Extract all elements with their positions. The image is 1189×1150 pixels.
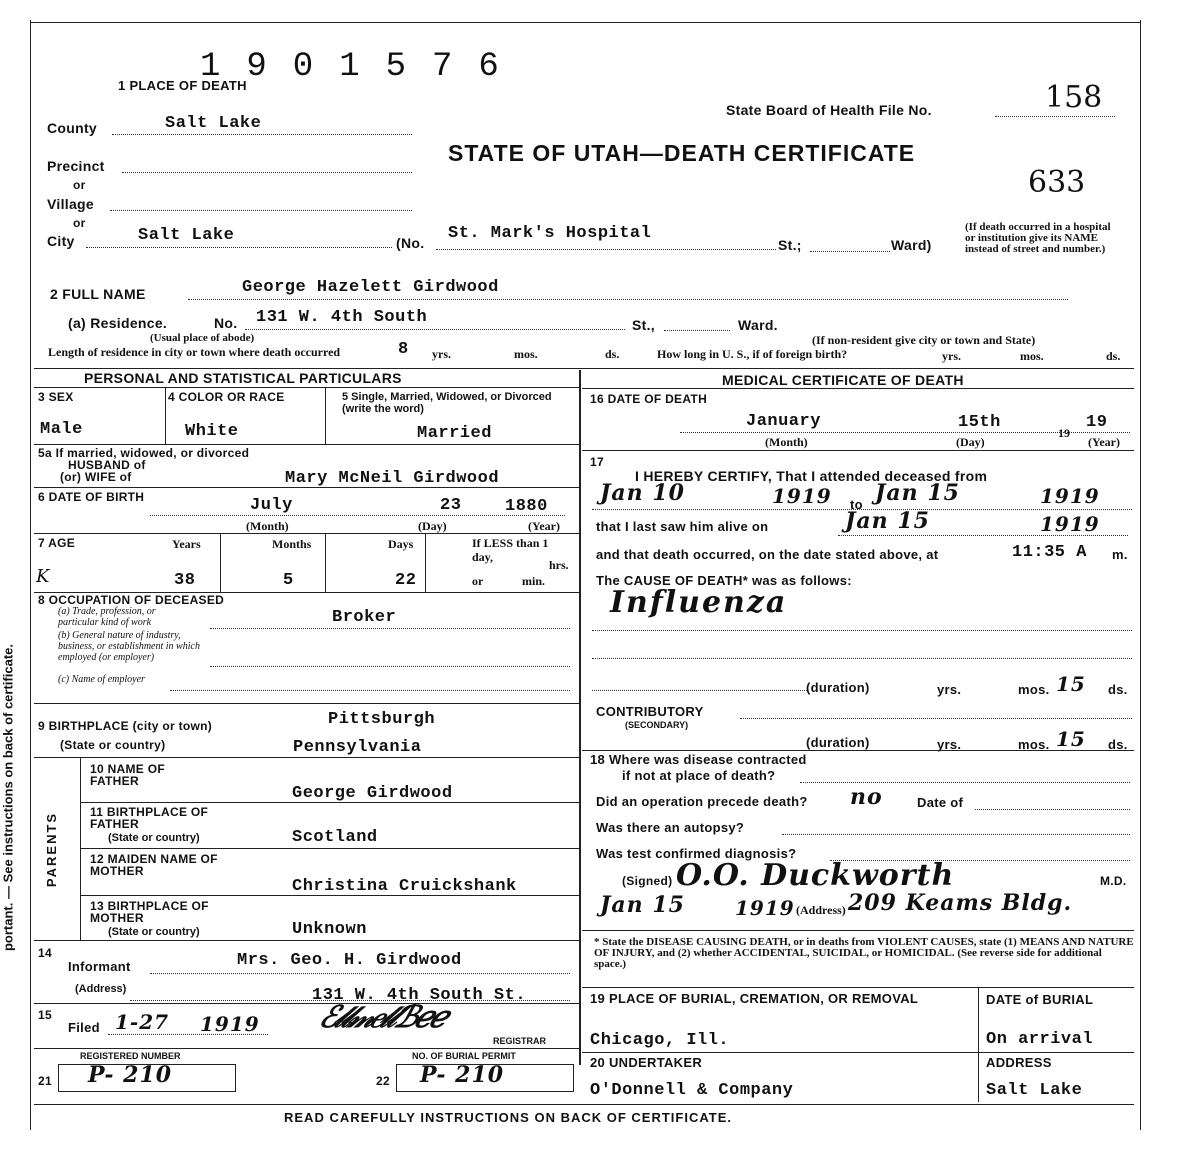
dob-year: 1880 (505, 497, 548, 516)
side-instructions: portant. — See instructions on back of certificate. (0, 644, 16, 952)
dob-label: 6 DATE OF BIRTH (38, 490, 145, 504)
state-board-number: 158 (1045, 80, 1103, 115)
burial-address-value: Salt Lake (986, 1081, 1083, 1100)
age-mark: K (36, 566, 50, 587)
dob-month: July (250, 496, 293, 515)
informant-address: 131 W. 4th South St. (312, 986, 527, 1005)
filed-label: Filed (68, 1020, 100, 1035)
hospital-value: St. Mark's Hospital (448, 224, 652, 243)
age-months: 5 (283, 571, 294, 590)
color-label: 4 COLOR OR RACE (168, 390, 285, 404)
age-days: 22 (395, 571, 417, 590)
dod-day: 15th (958, 413, 1001, 432)
duration-value: 15 (1056, 672, 1086, 696)
age-years: 38 (174, 571, 196, 590)
item-18b-label: if not at place of death? (622, 768, 776, 783)
city-value: Salt Lake (138, 226, 235, 245)
usual-place-note: (Usual place of abode) (150, 332, 255, 344)
duration2-label: (duration) (806, 735, 870, 750)
ds-label: ds. (605, 347, 620, 361)
filed-number: 15 (38, 1008, 52, 1022)
ds2-label: ds. (1106, 349, 1121, 363)
how-long-label: How long in U. S., if of foreign birth? (657, 347, 848, 361)
dob-day: 23 (440, 496, 462, 515)
informant-address-label: (Address) (75, 983, 127, 995)
md-label: M.D. (1100, 874, 1127, 888)
or-min-caption: or (472, 574, 484, 588)
city-label: City (47, 233, 75, 249)
date-of-label: Date of (917, 795, 964, 810)
mother-birthplace-sub: (State or country) (108, 926, 200, 938)
duration-mos: mos. (1018, 682, 1050, 697)
duration2-ds: ds. (1108, 737, 1128, 752)
dod-day-caption: (Day) (956, 435, 985, 449)
attended-from: Jan 10 (600, 480, 685, 506)
certificate-number: 1901576 (200, 48, 525, 86)
cause-label: The CAUSE OF DEATH* was as follows: (596, 573, 852, 588)
father-birthplace-sub: (State or country) (108, 832, 200, 844)
burial-permit-prefix: 22 (376, 1074, 390, 1088)
reg-number-value: P- 210 (88, 1062, 173, 1088)
secondary-label: (SECONDARY) (625, 720, 689, 730)
dod-month-caption: (Month) (765, 435, 808, 449)
sex-value: Male (40, 420, 83, 439)
occupation-c: (c) Name of employer (58, 674, 145, 685)
length-value: 8 (398, 340, 409, 359)
signed-year: 1919 (735, 896, 795, 920)
county-label: County (47, 120, 98, 136)
residence-label: (a) Residence. (68, 315, 168, 331)
nonresident-note: (If non-resident give city or town and State) (812, 333, 1036, 347)
days-caption: Days (388, 537, 414, 551)
mother-birthplace-value: Unknown (292, 920, 367, 939)
local-number: 633 (1028, 165, 1086, 200)
dod-year-caption: (Year) (1088, 435, 1120, 449)
dod-year: 19 (1086, 413, 1108, 432)
death-occurred-label: and that death occurred, on the date stated above, at (596, 547, 939, 562)
ward-label: Ward) (891, 237, 932, 253)
undertaker-label: 20 UNDERTAKER (590, 1055, 703, 1070)
registrar-signature: ℰ𝓁𝓁𝓂𝑒𝓁𝓁ℬℯℯ (315, 1000, 450, 1035)
to-label: to (850, 497, 863, 512)
operation-label: Did an operation precede death? (596, 794, 808, 809)
birthplace-label: 9 BIRTHPLACE (city or town) (38, 719, 213, 733)
attended-from-year: 1919 (772, 484, 832, 508)
informant-label: Informant (68, 959, 131, 974)
occupation-b: (b) General nature of industry, business, or establishment in which employed (or employer) (58, 630, 200, 663)
less-than-caption: If LESS than 1 day, (472, 536, 549, 564)
burial-permit-value: P- 210 (420, 1062, 505, 1088)
medical-section-title: MEDICAL CERTIFICATE OF DEATH (722, 372, 964, 388)
residence-no-label: No. (214, 315, 238, 331)
signed-address: 209 Keams Bldg. (848, 890, 1073, 916)
contributory-label: CONTRIBUTORY (596, 704, 704, 719)
attended-to: Jan 15 (875, 480, 960, 506)
occupation-label: 8 OCCUPATION OF DECEASED (38, 593, 225, 607)
signed-value: O.O. Duckworth (676, 858, 955, 893)
residence-st-label: St., (632, 317, 655, 333)
full-name-label: 2 FULL NAME (50, 286, 146, 302)
marital-label: 5 Single, Married, Widowed, or Divorced (write the word) (342, 391, 552, 415)
burial-place-value: Chicago, Ill. (590, 1031, 730, 1050)
dod-month: January (746, 412, 821, 431)
signed-date: Jan 15 (600, 892, 685, 918)
mos2-label: mos. (1020, 349, 1044, 363)
personal-section-title: PERSONAL AND STATISTICAL PARTICULARS (84, 370, 402, 386)
informant-name: Mrs. Geo. H. Girdwood (237, 951, 462, 970)
page-title: STATE OF UTAH—DEATH CERTIFICATE (448, 140, 916, 166)
st-label: St.; (778, 237, 802, 253)
occupation-value: Broker (332, 608, 397, 627)
mother-label: 12 MAIDEN NAME OF MOTHER (90, 852, 218, 878)
mos-label: mos. (514, 347, 538, 361)
last-saw-year: 1919 (1040, 512, 1100, 536)
spouse-label-1: 5a If married, widowed, or divorced (38, 446, 250, 460)
place-of-death-label: 1 PLACE OF DEATH (118, 78, 247, 93)
footnote: * State the DISEASE CAUSING DEATH, or in deaths from VIOLENT CAUSES, state (1) MEANS AND NATURE OF INJURY, and (2) whether ACCIDENTAL, SUICIDAL, or HOMICIDAL. (See reverse side for additional space.) (594, 936, 1134, 970)
dod-label: 16 DATE OF DEATH (590, 392, 708, 406)
cause-value: Influenza (610, 585, 788, 620)
father-label: 10 NAME OF FATHER (90, 762, 166, 788)
duration-yrs: yrs. (937, 682, 962, 697)
father-value: George Girdwood (292, 784, 453, 803)
county-value: Salt Lake (165, 114, 262, 133)
informant-number: 14 (38, 946, 52, 960)
dob-month-caption: (Month) (246, 519, 289, 533)
last-saw-label: that I last saw him alive on (596, 519, 769, 534)
reg-number-label: REGISTERED NUMBER (80, 1051, 181, 1061)
burial-permit-label: NO. OF BURIAL PERMIT (412, 1051, 516, 1061)
signed-address-label: (Address) (796, 903, 846, 917)
spouse-value: Mary McNeil Girdwood (285, 469, 500, 488)
right-border (1140, 20, 1141, 1130)
birthplace-city: Pittsburgh (328, 710, 436, 729)
dob-year-caption: (Year) (528, 519, 560, 533)
burial-date-value: On arrival (986, 1030, 1094, 1049)
death-time: 11:35 A (1012, 543, 1087, 562)
mother-value: Christina Cruickshank (292, 877, 517, 896)
item-17: 17 (590, 455, 604, 469)
min-caption: min. (522, 574, 546, 588)
or-label-1: or (73, 178, 86, 192)
burial-address-label: ADDRESS (986, 1055, 1052, 1070)
certify-text: I HEREBY CERTIFY, That I attended deceased from (635, 468, 988, 484)
age-label: 7 AGE (38, 536, 76, 550)
undertaker-value: O'Donnell & Company (590, 1081, 794, 1100)
marital-value: Married (417, 424, 492, 443)
top-border (30, 22, 1140, 23)
residence-ward-label: Ward. (738, 317, 778, 333)
full-name-value: George Hazelett Girdwood (242, 278, 499, 297)
diagnosis-label: Was test confirmed diagnosis? (596, 846, 797, 861)
father-birthplace-value: Scotland (292, 828, 378, 847)
duration2-yrs: yrs. (937, 737, 962, 752)
duration-label: (duration) (806, 680, 870, 695)
sex-label: 3 SEX (38, 390, 74, 404)
left-border (30, 20, 31, 1130)
yrs2-label: yrs. (942, 349, 961, 363)
village-label: Village (47, 196, 94, 212)
parents-label: PARENTS (44, 811, 60, 888)
hrs-caption: hrs. (549, 558, 569, 572)
dod-year-prefix: 19 (1058, 426, 1070, 440)
father-birthplace-label: 11 BIRTHPLACE OF FATHER (90, 805, 209, 831)
burial-date-label: DATE of BURIAL (986, 992, 1094, 1007)
spouse-label-2: HUSBAND of (68, 458, 146, 472)
duration-ds: ds. (1108, 682, 1128, 697)
autopsy-label: Was there an autopsy? (596, 820, 745, 835)
months-caption: Months (272, 537, 312, 551)
spouse-label-3: (or) WIFE of (60, 470, 132, 484)
residence-value: 131 W. 4th South (256, 308, 428, 327)
reg-num-prefix: 21 (38, 1074, 52, 1088)
duration2-value: 15 (1056, 727, 1086, 751)
length-label: Length of residence in city or town where death occurred (48, 345, 341, 359)
state-country-label: (State or country) (60, 738, 166, 752)
occupation-a: (a) Trade, profession, or particular kind of work (58, 606, 156, 628)
attended-to-year: 1919 (1040, 484, 1100, 508)
hospital-note: (If death occurred in a hospital or institution give its NAME instead of street and number.) (965, 221, 1111, 255)
no-label: (No. (396, 235, 425, 251)
footer-instructions: READ CAREFULLY INSTRUCTIONS ON BACK OF CERTIFICATE. (284, 1110, 732, 1125)
last-saw-value: Jan 15 (845, 508, 930, 534)
mother-birthplace-label: 13 BIRTHPLACE OF MOTHER (90, 899, 209, 925)
signed-label: (Signed) (622, 874, 673, 888)
duration2-mos: mos. (1018, 737, 1050, 752)
registrar-label: REGISTRAR (493, 1036, 547, 1046)
years-caption: Years (172, 537, 201, 551)
precinct-label: Precinct (47, 158, 105, 174)
dob-day-caption: (Day) (418, 519, 447, 533)
filed-value: 1-27 (115, 1010, 170, 1034)
m-label: m. (1112, 547, 1128, 562)
birthplace-state: Pennsylvania (293, 738, 422, 757)
filed-year: 1919 (200, 1012, 260, 1036)
item-18-label: 18 Where was disease contracted (590, 752, 807, 767)
operation-value: no (850, 784, 883, 810)
yrs-label: yrs. (432, 347, 451, 361)
burial-place-label: 19 PLACE OF BURIAL, CREMATION, OR REMOVAL (590, 991, 919, 1006)
state-board-label: State Board of Health File No. (726, 102, 932, 118)
color-value: White (185, 422, 239, 441)
or-label-2: or (73, 216, 86, 230)
